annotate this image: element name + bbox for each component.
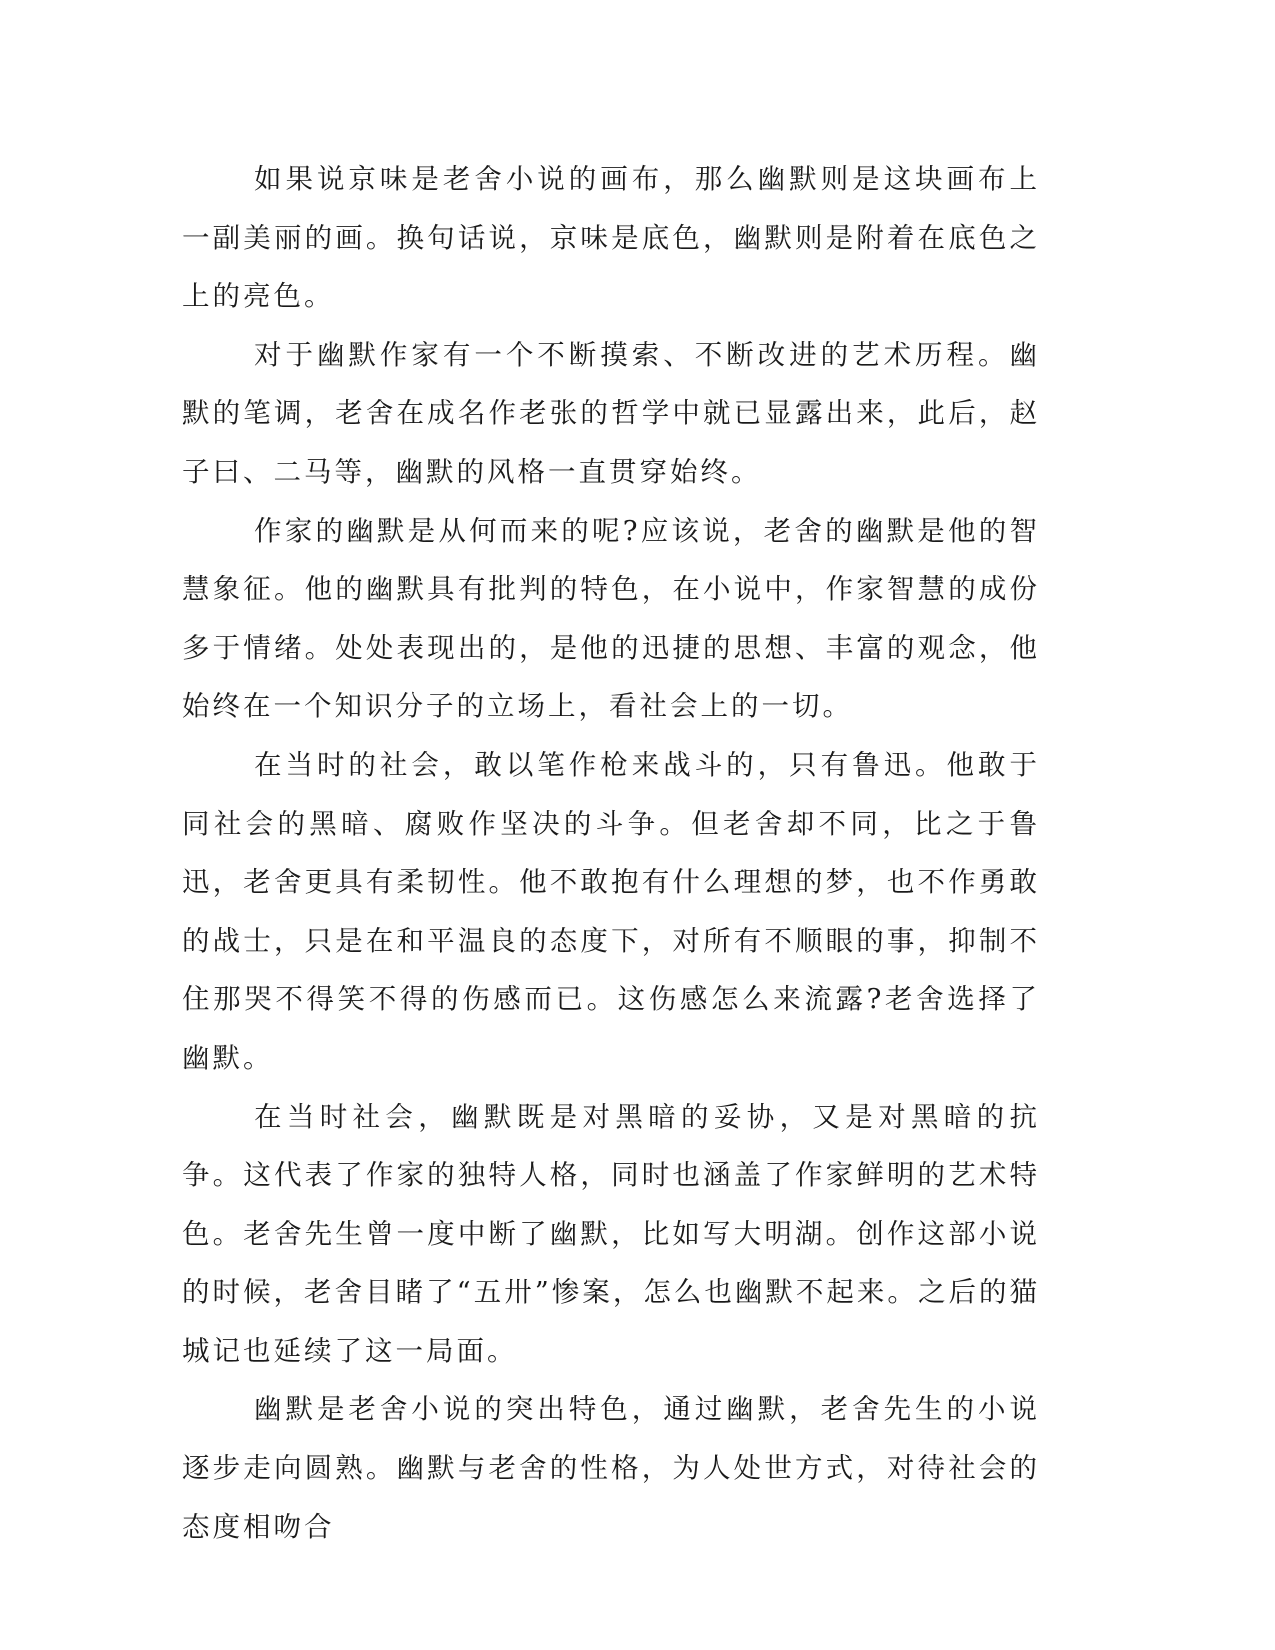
paragraph: 对于幽默作家有一个不断摸索、不断改进的艺术历程。幽默的笔调，老舍在成名作老张的哲学中就已显露出来，此后，赵子曰、二马等，幽默的风格一直贯穿始终。: [182, 338, 1040, 488]
paragraph: 作家的幽默是从何而来的呢?应该说，老舍的幽默是他的智慧象征。他的幽默具有批判的特色，在小说中，作家智慧的成份多于情绪。处处表现出的，是他的迅捷的思想、丰富的观念，他始终在一个知识分子的立场上，看社会上的一切。: [182, 514, 1040, 723]
paragraph: 在当时的社会，敢以笔作枪来战斗的，只有鲁迅。他敢于同社会的黑暗、腐败作坚决的斗争。但老舍却不同，比之于鲁迅，老舍更具有柔韧性。他不敢抱有什么理想的梦，也不作勇敢的战士，只是在和平温良的态度下，对所有不顺眼的事，抑制不住那哭不得笑不得的伤感而已。这伤感怎么来流露?老舍选择了幽默。: [182, 748, 1040, 1074]
paragraph: 幽默是老舍小说的突出特色，通过幽默，老舍先生的小说逐步走向圆熟。幽默与老舍的性格，为人处世方式，对待社会的态度相吻合: [182, 1393, 1040, 1543]
paragraph: 如果说京味是老舍小说的画布，那么幽默则是这块画布上一副美丽的画。换句话说，京味是底色，幽默则是附着在底色之上的亮色。: [182, 163, 1040, 313]
paragraph: 在当时社会，幽默既是对黑暗的妥协，又是对黑暗的抗争。这代表了作家的独特人格，同时也涵盖了作家鲜明的艺术特色。老舍先生曾一度中断了幽默，比如写大明湖。创作这部小说的时候，老舍目睹了“五卅”惨案，怎么也幽默不起来。之后的猫城记也延续了这一局面。: [182, 1100, 1040, 1367]
document-body: [182, 150, 1040, 1556]
